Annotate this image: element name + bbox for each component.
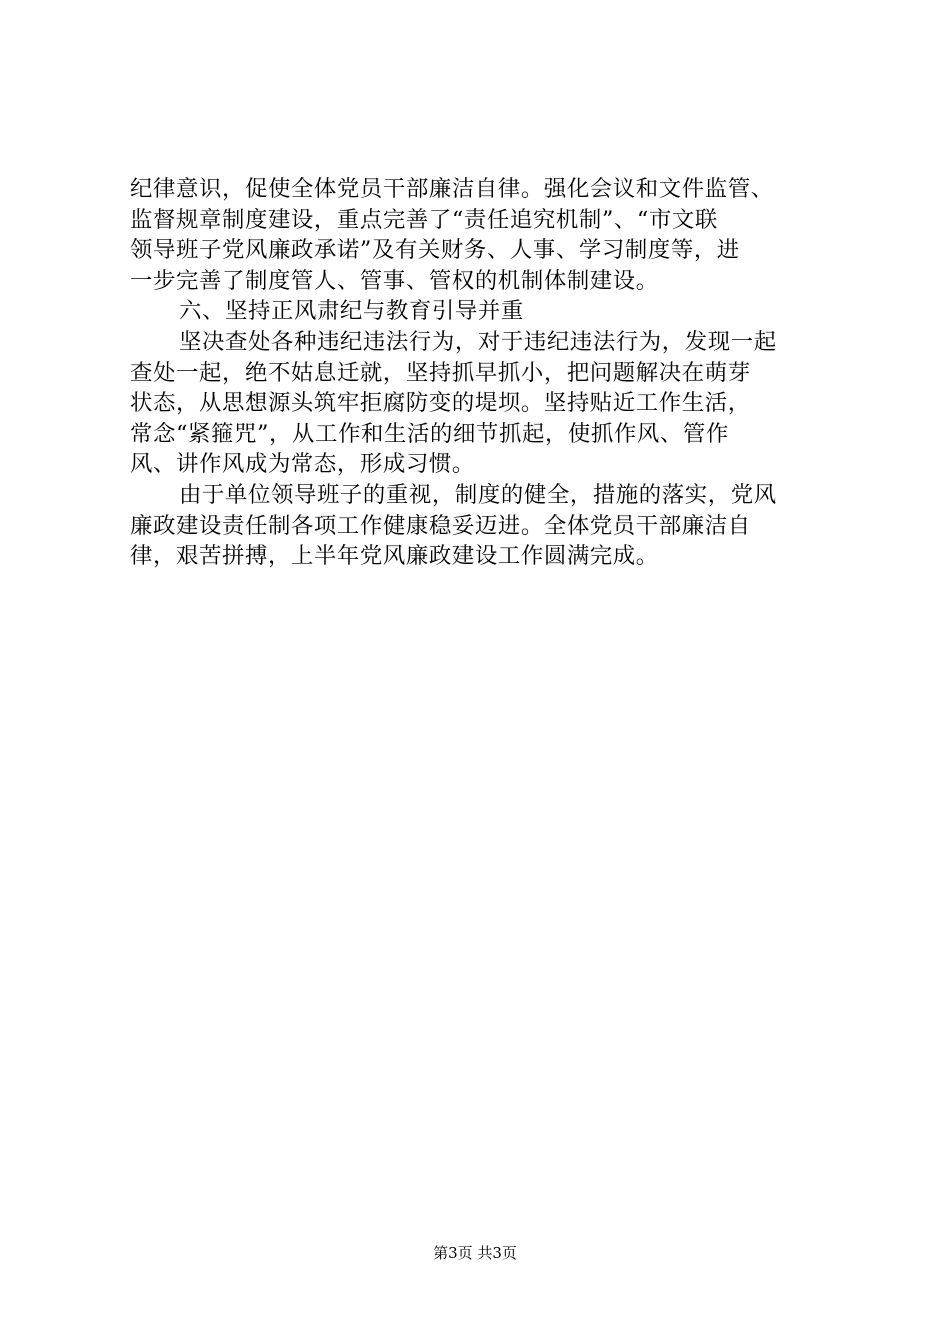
text-line: 律，艰苦拼搏，上半年党风廉政建设工作圆满完成。 [130, 543, 659, 570]
text-line: 状态，从思想源头筑牢拒腐防变的堤坝。坚持贴近工作生活， [130, 390, 751, 417]
text-line: 监督规章制度建设，重点完善了“责任追究机制”、“市文联 [130, 206, 718, 233]
section-heading: 六、坚持正风肃纪与教育引导并重 [179, 298, 524, 325]
text-line: 常念“紧箍咒”，从工作和生活的细节抓起，使抓作风、管作 [130, 420, 729, 447]
text-line: 领导班子党风廉政承诺”及有关财务、人事、学习制度等，进 [130, 237, 740, 264]
text-line: 坚决查处各种违纪违法行为，对于违纪违法行为，发现一起 [179, 328, 777, 355]
text-line: 纪律意识，促使全体党员干部廉洁自律。强化会议和文件监管、 [130, 176, 774, 202]
document-body [130, 174, 830, 572]
text-line: 查处一起，绝不姑息迁就，坚持抓早抓小，把问题解决在萌芽 [130, 359, 751, 386]
text-line: 风、讲作风成为常态，形成习惯。 [130, 451, 475, 478]
text-line: 廉政建设责任制各项工作健康稳妥迈进。全体党员干部廉洁自 [130, 512, 751, 539]
text-line: 一步完善了制度管人、管事、管权的机制体制建设。 [130, 267, 659, 294]
text-line: 由于单位领导班子的重视，制度的健全，措施的落实，党风 [179, 481, 777, 508]
page-number-label: 第3页 共3页 [433, 1244, 517, 1262]
page-footer [0, 1243, 950, 1263]
